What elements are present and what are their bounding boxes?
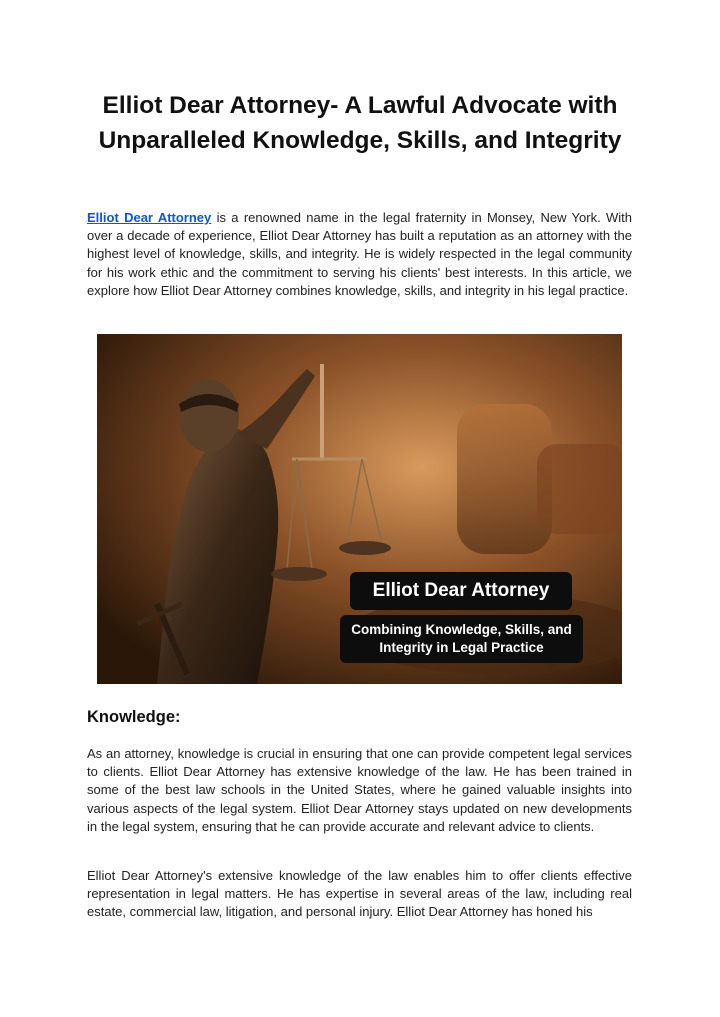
knowledge-paragraph-2: Elliot Dear Attorney's extensive knowledge of the law enables him to offer clients effective representation in legal matters. He has expertise in several areas of the law, including real estate, commercial law, litigation, and personal injury. Elliot Dear Attorney has honed his: [87, 868, 632, 920]
banner-subtitle-line-2: Integrity in Legal Practice: [379, 640, 544, 655]
intro-text: is a renowned name in the legal fraternity in Monsey, New York. With over a decade of experience, Elliot Dear Attorney has built a reputation as an attorney with the highest level of knowledge, skills, and integrity. He is widely respected in the legal community for his work ethic and the commitment to serving his clients' best interests. In this article, we explore how Elliot Dear Attorney combines knowledge, skills, and integrity in his legal practice.: [87, 210, 633, 298]
page-title: Elliot Dear Attorney- A Lawful Advocate with Unparalleled Knowledge, Skills, and Integrity: [98, 92, 622, 154]
banner-title: Elliot Dear Attorney: [350, 572, 572, 610]
intro-paragraph: [87, 209, 632, 300]
hero-image: [97, 334, 622, 684]
banner-subtitle-line-1: Combining Knowledge, Skills, and: [351, 622, 572, 637]
section-heading-knowledge: Knowledge:: [87, 708, 181, 726]
banner-subtitle: [340, 615, 583, 663]
knowledge-paragraph-1: As an attorney, knowledge is crucial in ensuring that one can provide competent legal services to clients. Elliot Dear Attorney has extensive knowledge of the law. He has been trained in some of the best law schools in the United States, where he gained valuable insights into various aspects of the legal system. Elliot Dear Attorney stays updated on new developments in the legal system, ensuring that he can provide accurate and relevant advice to clients.: [87, 746, 632, 834]
elliot-dear-attorney-link[interactable]: Elliot Dear Attorney: [87, 210, 212, 225]
